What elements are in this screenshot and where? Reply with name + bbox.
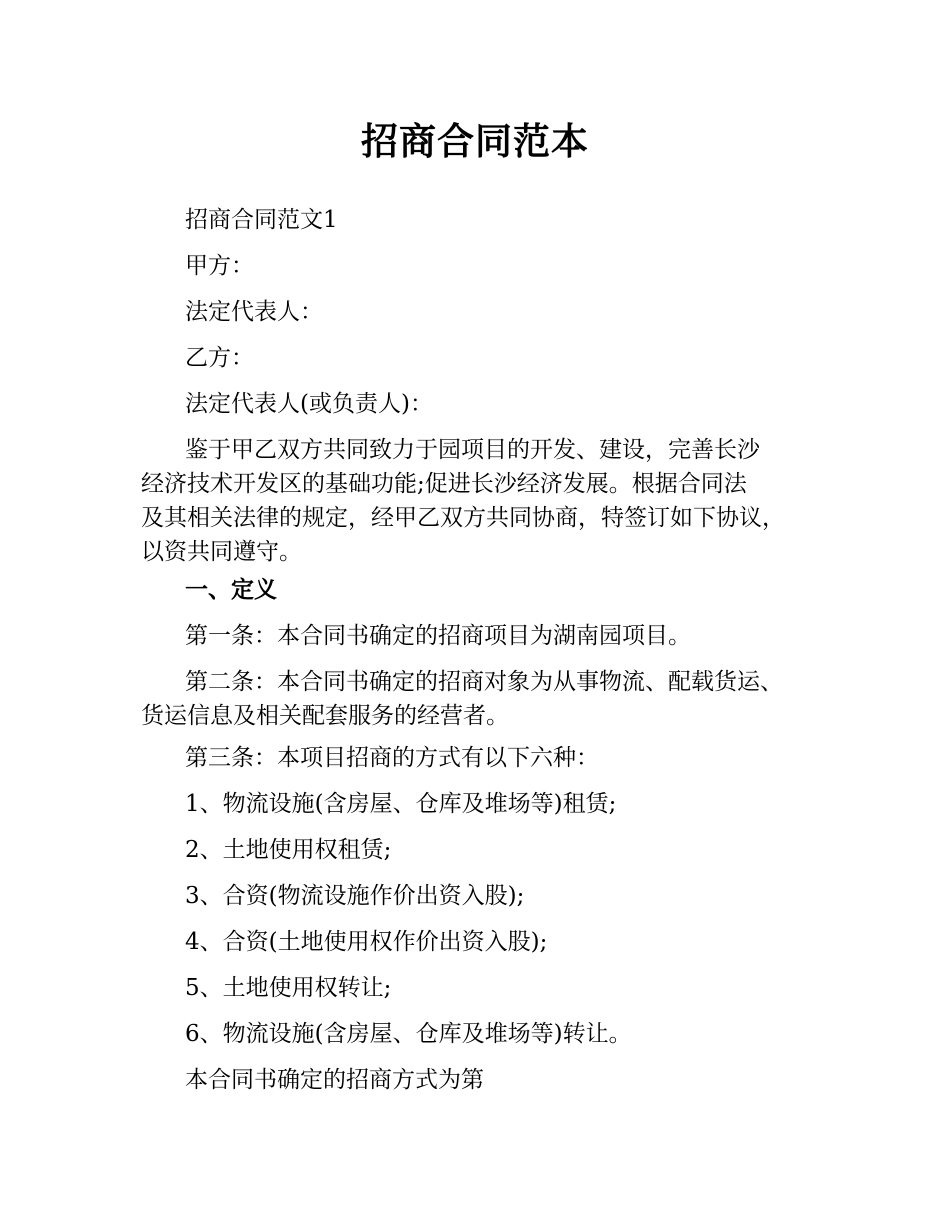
article-2-line: 货运信息及相关配套服务的经营者。 [141,703,509,729]
method-item-2: 2、土地使用权租赁; [185,837,392,863]
preamble-line: 及其相关法律的规定，经甲乙双方共同协商，特签订如下协议， [141,505,785,531]
preamble-line: 鉴于甲乙双方共同致力于园项目的开发、建设，完善长沙 [185,437,760,463]
party-b-label: 乙方： [185,345,254,371]
method-item-6: 6、物流设施(含房屋、仓库及堆场等)转让。 [185,1021,632,1047]
method-item-4: 4、合资(土地使用权作价出资入股); [185,929,548,955]
article-3: 第三条：本项目招商的方式有以下六种： [185,745,599,771]
closing-line: 本合同书确定的招商方式为第 [185,1067,484,1093]
method-item-5: 5、土地使用权转让; [185,975,392,1001]
method-item-3: 3、合资(物流设施作价出资入股); [185,883,525,909]
document-title: 招商合同范本 [361,120,589,163]
party-b-representative-label: 法定代表人(或负责人)： [185,391,433,417]
article-2-line: 第二条：本合同书确定的招商对象为从事物流、配载货运、 [185,669,783,695]
subtitle: 招商合同范文1 [185,207,338,233]
article-2 [141,665,831,733]
section-heading-definitions: 一、定义 [185,577,277,603]
article-1: 第一条：本合同书确定的招商项目为湖南园项目。 [185,623,691,649]
party-a-label: 甲方： [185,253,254,279]
method-item-1: 1、物流设施(含房屋、仓库及堆场等)租赁; [185,791,617,817]
preamble-line: 经济技术开发区的基础功能;促进长沙经济发展。根据合同法 [141,471,747,497]
preamble-paragraph [141,433,831,569]
preamble-line: 以资共同遵守。 [141,539,302,565]
party-a-representative-label: 法定代表人： [185,299,323,325]
